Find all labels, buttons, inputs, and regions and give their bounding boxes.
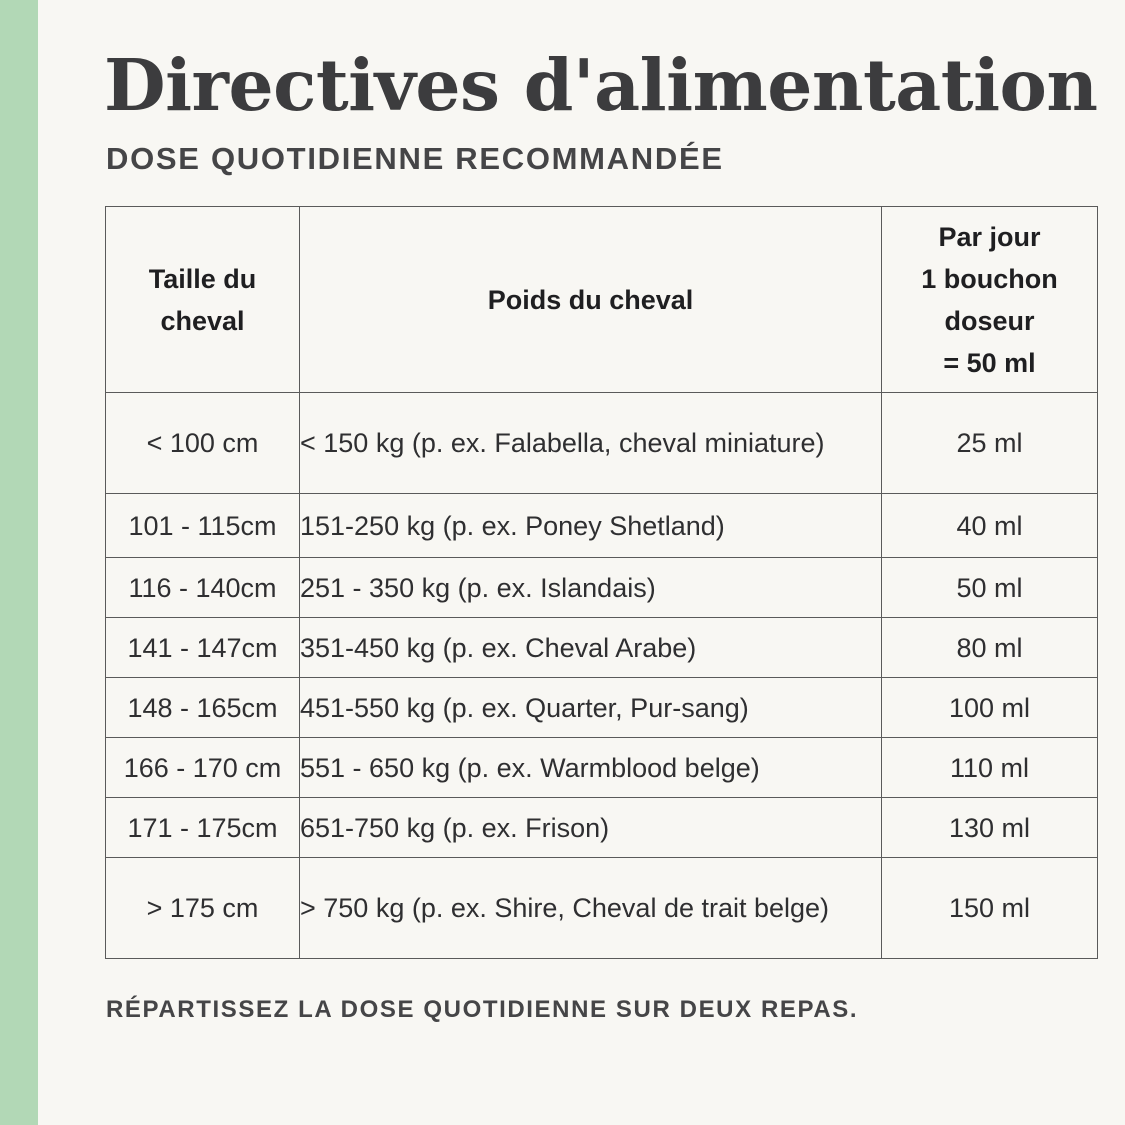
cell-dose: 150 ml — [882, 858, 1098, 959]
accent-bar — [0, 0, 38, 1125]
cell-weight: > 750 kg (p. ex. Shire, Cheval de trait belge) — [300, 858, 882, 959]
cell-dose: 80 ml — [882, 618, 1098, 678]
feeding-table — [105, 206, 1098, 959]
cell-weight: 451-550 kg (p. ex. Quarter, Pur-sang) — [300, 678, 882, 738]
cell-weight: 351-450 kg (p. ex. Cheval Arabe) — [300, 618, 882, 678]
table-row — [106, 558, 1098, 618]
page-subtitle: DOSE QUOTIDIENNE RECOMMANDÉE — [106, 141, 724, 176]
cell-size: 171 - 175cm — [106, 798, 300, 858]
header-dose-line: doseur — [944, 305, 1035, 336]
cell-weight: 251 - 350 kg (p. ex. Islandais) — [300, 558, 882, 618]
cell-weight: 551 - 650 kg (p. ex. Warmblood belge) — [300, 738, 882, 798]
cell-dose: 100 ml — [882, 678, 1098, 738]
header-size — [106, 207, 300, 393]
cell-dose: 110 ml — [882, 738, 1098, 798]
cell-size: 141 - 147cm — [106, 618, 300, 678]
header-weight: Poids du cheval — [300, 207, 882, 393]
header-dose-line: 1 bouchon — [921, 263, 1058, 294]
header-dose-line: Par jour — [938, 221, 1041, 252]
cell-dose: 50 ml — [882, 558, 1098, 618]
header-size-line: cheval — [160, 305, 245, 336]
table-row — [106, 678, 1098, 738]
cell-weight: 651-750 kg (p. ex. Frison) — [300, 798, 882, 858]
cell-dose: 130 ml — [882, 798, 1098, 858]
header-size-line: Taille du — [148, 263, 257, 294]
cell-size: 101 - 115cm — [106, 494, 300, 558]
footer-note: RÉPARTISSEZ LA DOSE QUOTIDIENNE SUR DEUX REPAS. — [106, 996, 859, 1023]
table-row — [106, 738, 1098, 798]
cell-weight: 151-250 kg (p. ex. Poney Shetland) — [300, 494, 882, 558]
cell-size: 148 - 165cm — [106, 678, 300, 738]
table-row — [106, 618, 1098, 678]
cell-size: 116 - 140cm — [106, 558, 300, 618]
page-title: Directives d'alimentation — [104, 43, 1098, 127]
table-row — [106, 798, 1098, 858]
table-header-row — [106, 207, 1098, 393]
table-row — [106, 393, 1098, 494]
cell-size: > 175 cm — [106, 858, 300, 959]
cell-size: < 100 cm — [106, 393, 300, 494]
header-dose-line: = 50 ml — [943, 347, 1036, 378]
cell-dose: 40 ml — [882, 494, 1098, 558]
cell-size: 166 - 170 cm — [106, 738, 300, 798]
cell-dose: 25 ml — [882, 393, 1098, 494]
header-dose — [882, 207, 1098, 393]
table-row — [106, 494, 1098, 558]
cell-weight: < 150 kg (p. ex. Falabella, cheval miniature) — [300, 393, 882, 494]
table-row — [106, 858, 1098, 959]
